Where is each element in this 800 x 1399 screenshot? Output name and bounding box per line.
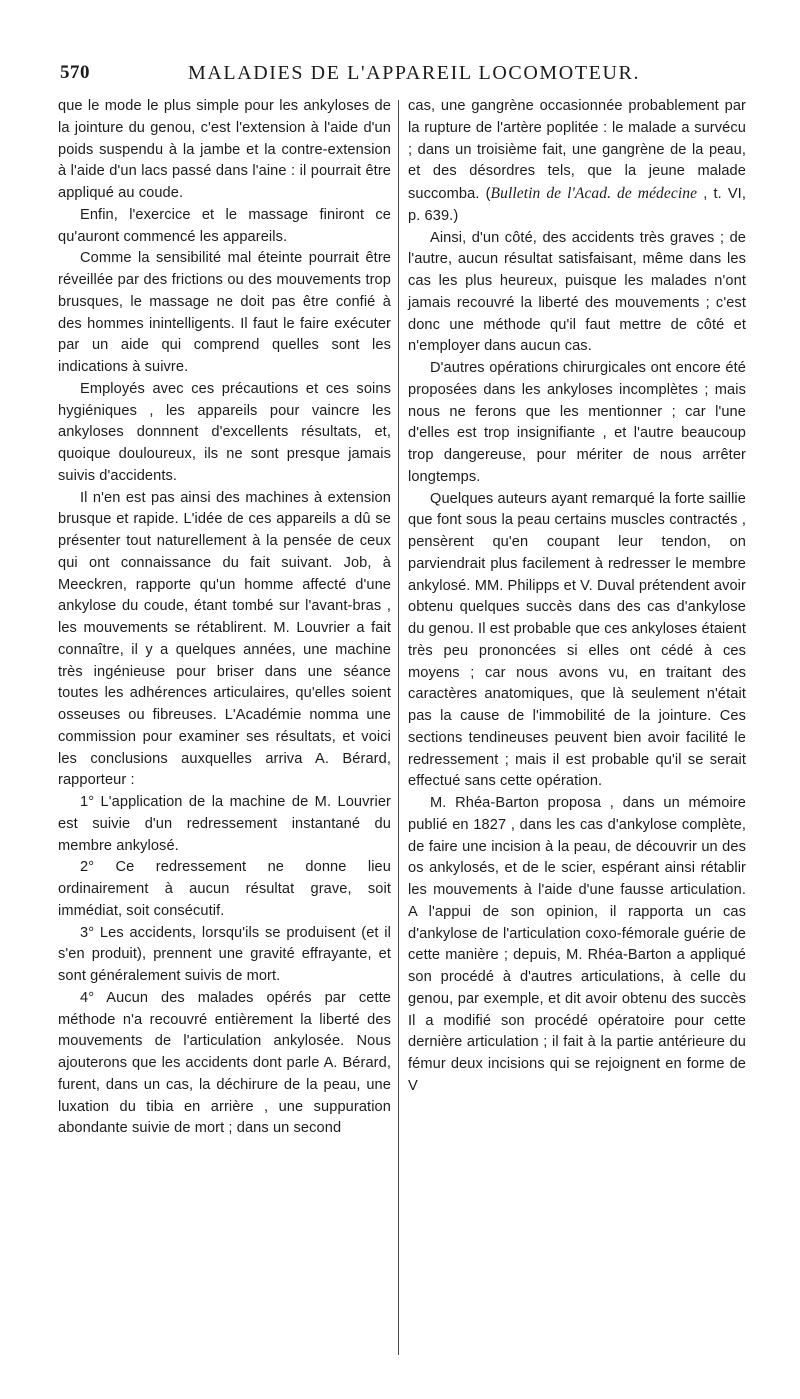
numbered-conclusion: 4° Aucun des malades opérés par cette méthode n'a recouvré entièrement la liberté des mouvements de l'articulation ankylosée. Nous ajouterons que les accidents dont parle A. Bérard, furent, dans un cas, la déchirure de la peau, une luxation du tibia en arrière , une suppuration abondante suivie de mort ; dans un second <box>58 989 391 1137</box>
page-number: 570 <box>60 62 90 83</box>
paragraph: Quelques auteurs ayant remarqué la forte saillie que font sous la peau certains muscles contractés , pensèrent qu'en coupant leur tendon, on parviendrait plus facilement à redresser le membre ankylosé. MM. Philipps et V. Duval prétendent avoir obtenu quelques succès dans des cas d'ankylose du genou. Il est probable que ces ankyloses étaient très peu prononcées si elles ont cédé à ces moyens ; car nous avons vu, en traitant des caractères anatomiques, que là seulement n'était pas la cause de l'immobilité de la jointure. Ces sections tendineuses peuvent bien avoir facilité le redressement ; mais il est probable qu'il se serait effectué sans cette opération. <box>408 490 746 790</box>
numbered-conclusion: 2° Ce redressement ne donne lieu ordinairement à aucun résultat grave, soit immédiat, soit consécutif. <box>58 859 391 919</box>
citation: Bulletin de l'Acad. de médecine <box>490 185 698 202</box>
paragraph: que le mode le plus simple pour les ankyloses de la jointure du genou, c'est l'extension à l'aide d'un poids suspendu à la jambe et la contre-extension à l'aide d'un lacs passé dans l'aine : il pourrait être appliqué au coude. <box>58 98 391 201</box>
left-column <box>58 96 391 1140</box>
paragraph: Il n'en est pas ainsi des machines à extension brusque et rapide. L'idée de ces appareils a dû se présenter tout naturellement à la pensée de ceux qui ont connaissance du fait suivant. Job, à Meeckren, rapporte qu'un homme affecté d'une ankylose du coude, étant tombé sur l'avant-bras , les mouvements se rétablirent. M. Louvrier a fait connaître, il y a quelques années, une machine très ingénieuse pour briser dans une séance toutes les adhérences articulaires, qu'elles soient osseuses ou fibreuses. L'Académie nomma une commission pour examiner ses résultats, et voici les conclusions auxquelles arriva A. Bérard, rapporteur : <box>58 489 391 789</box>
citation-reference: , t. VI, p. 639.) <box>408 186 746 224</box>
paragraph: Employés avec ces précautions et ces soins hygiéniques , les appareils pour vaincre les ankyloses donnnent d'excellents résultats, et, quoique douloureux, ils ne sont presque jamais suivis d'accidents. <box>58 380 391 484</box>
paragraph: Ainsi, d'un côté, des accidents très graves ; de l'autre, aucun résultat satisfaisant, même dans les cas les plus heureux, puisque les malades n'ont jamais recouvré la liberté des mouvements ; c'est donc une méthode qu'il faut mettre de côté et n'employer dans aucun cas. <box>408 229 746 355</box>
paragraph: D'autres opérations chirurgicales ont encore été proposées dans les ankyloses incomplètes ; mais nous ne ferons que les mentionner ; car l'une d'elles est trop insignifiante , et l'autre beaucoup trop dangereuse, pour mériter de nous arrêter longtemps. <box>408 360 746 485</box>
paragraph: M. Rhéa-Barton proposa , dans un mémoire publié en 1827 , dans les cas d'ankylose complète, de faire une incision à la peau, de découvrir un des os ankylosés, et de le scier, espérant ainsi rétablir les mouvements à l'aide d'une fausse articulation. A l'appui de son opinion, il rapporta un cas d'ankylose de l'articulation coxo-fémorale guérie de cette manière ; depuis, M. Rhéa-Barton a appliqué son procédé à d'autres articulations, à celle du genou, par exemple, et dit avoir obtenu des succès Il a modifié son procédé opératoire pour cette dernière articulation ; il fait à la partie antérieure du fémur deux incisions qui se rejoignent en forme de V <box>408 795 746 1094</box>
numbered-conclusion: 1° L'application de la machine de M. Louvrier est suivie d'un redressement instantané du membre ankylosé. <box>58 794 391 854</box>
running-head <box>60 62 768 92</box>
paragraph-text: cas, une gangrène occasionnée probablement par la rupture de l'artère poplitée : le malade a survécu ; dans un troisième fait, une gangrène de la peau, et des désordres tels, que la jeune malade succomba. ( <box>408 98 746 202</box>
paragraph <box>408 96 746 228</box>
running-title: MALADIES DE L'APPAREIL LOCOMOTEUR. <box>187 62 641 84</box>
paragraph: Enfin, l'exercice et le massage finiront ce qu'auront commencé les appareils. <box>58 206 391 245</box>
numbered-conclusion: 3° Les accidents, lorsqu'ils se produisent (et il s'en produit), prennent une gravité effrayante, et sont généralement suivis de mort. <box>58 924 391 984</box>
right-column <box>408 96 746 1098</box>
column-divider <box>398 100 399 1355</box>
paragraph: Comme la sensibilité mal éteinte pourrait être réveillée par des frictions ou des mouvements trop brusques, le massage ne doit pas être confié à des hommes inintelligents. Il faut le faire exécuter par un aide qui comprend quelles sont les indications à suivre. <box>58 250 391 375</box>
